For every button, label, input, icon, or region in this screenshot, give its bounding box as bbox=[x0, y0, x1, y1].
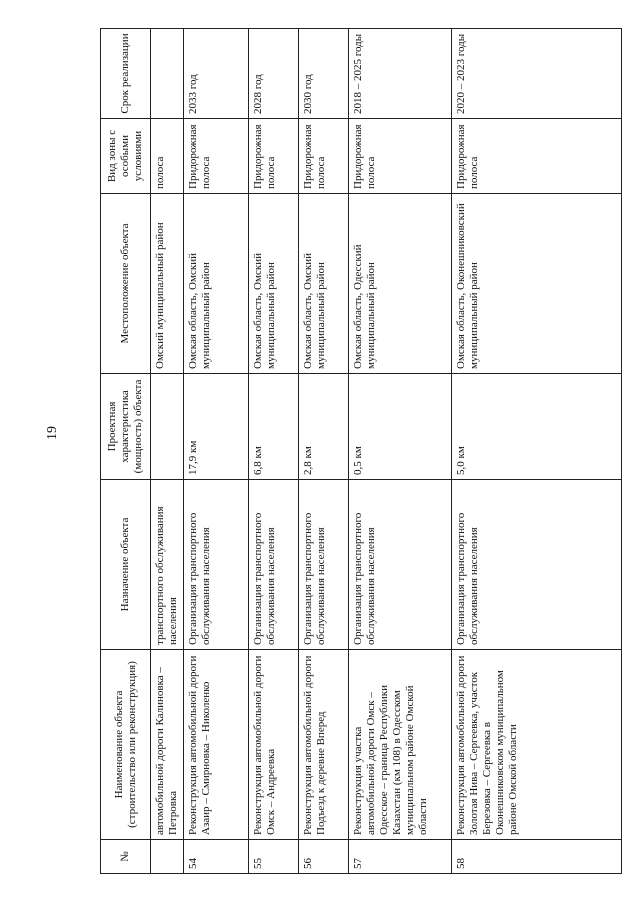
cell-term: 2020 – 2023 годы bbox=[452, 29, 622, 119]
cell-term bbox=[151, 29, 184, 119]
cell-term: 2030 год bbox=[299, 29, 349, 119]
cell-name: Реконструкция участка автомобильной дороги Омск – Одесское – граница Республики Казахстан (км 108) в Одесском муниципальном районе Омской области bbox=[349, 650, 452, 840]
cell-capacity bbox=[151, 374, 184, 480]
table-row bbox=[452, 29, 622, 874]
cell-zone: Придорожная полоса bbox=[452, 119, 622, 194]
cell-zone: полоса bbox=[151, 119, 184, 194]
header-zone: Вид зоны с особыми условиями bbox=[101, 119, 151, 194]
page-number: 19 bbox=[45, 426, 60, 440]
cell-purpose: транспортного обслуживания населения bbox=[151, 480, 184, 650]
cell-term: 2033 год bbox=[184, 29, 249, 119]
cell-capacity: 5,0 км bbox=[452, 374, 622, 480]
cell-zone: Придорожная полоса bbox=[299, 119, 349, 194]
cell-name: Реконструкция автомобильной дороги Золотая Нива – Сергеевка, участок Березовка – Сергеевка в Оконешниковском муниципальном районе Омской области bbox=[452, 650, 622, 840]
table-row bbox=[184, 29, 249, 874]
cell-location: Омская область, Одесский муниципальный район bbox=[349, 194, 452, 374]
cell-location: Омская область, Омский муниципальный район bbox=[249, 194, 299, 374]
cell-capacity: 17,9 км bbox=[184, 374, 249, 480]
cell-term: 2018 – 2025 годы bbox=[349, 29, 452, 119]
cell-term: 2028 год bbox=[249, 29, 299, 119]
header-purpose: Назначение объекта bbox=[101, 480, 151, 650]
table-row bbox=[151, 29, 184, 874]
cell-zone: Придорожная полоса bbox=[249, 119, 299, 194]
cell-capacity: 2,8 км bbox=[299, 374, 349, 480]
cell-location: Омский муниципальный район bbox=[151, 194, 184, 374]
header-name: Наименование объекта (строительство или реконструкция) bbox=[101, 650, 151, 840]
cell-name: Реконструкция автомобильной дороги Подъезд к деревне Вперед bbox=[299, 650, 349, 840]
cell-purpose: Организация транспортного обслуживания населения bbox=[249, 480, 299, 650]
cell-location: Омская область, Оконешниковский муниципальный район bbox=[452, 194, 622, 374]
rotated-table-container bbox=[100, 29, 615, 874]
cell-num: 56 bbox=[299, 840, 349, 874]
cell-purpose: Организация транспортного обслуживания населения bbox=[452, 480, 622, 650]
header-location: Местоположение объекта bbox=[101, 194, 151, 374]
cell-name: автомобильной дороги Калиновка – Петровка bbox=[151, 650, 184, 840]
cell-zone: Придорожная полоса bbox=[349, 119, 452, 194]
cell-purpose: Организация транспортного обслуживания населения bbox=[184, 480, 249, 650]
cell-num bbox=[151, 840, 184, 874]
cell-location: Омская область, Омский муниципальный район bbox=[184, 194, 249, 374]
cell-capacity: 0,5 км bbox=[349, 374, 452, 480]
cell-zone: Придорожная полоса bbox=[184, 119, 249, 194]
header-capacity: Проектная характеристика (мощность) объекта bbox=[101, 374, 151, 480]
table-row bbox=[299, 29, 349, 874]
cell-purpose: Организация транспортного обслуживания населения bbox=[299, 480, 349, 650]
cell-name: Реконструкция автомобильной дороги Омск – Андреевка bbox=[249, 650, 299, 840]
cell-num: 57 bbox=[349, 840, 452, 874]
cell-num: 55 bbox=[249, 840, 299, 874]
table-row bbox=[349, 29, 452, 874]
cell-num: 54 bbox=[184, 840, 249, 874]
table-header-row bbox=[101, 29, 151, 874]
header-term: Срок реализации bbox=[101, 29, 151, 119]
cell-capacity: 6,8 км bbox=[249, 374, 299, 480]
cell-name: Реконструкция автомобильной дороги Азаир – Смирновка – Николенко bbox=[184, 650, 249, 840]
header-num: № bbox=[101, 840, 151, 874]
cell-purpose: Организация транспортного обслуживания населения bbox=[349, 480, 452, 650]
objects-table bbox=[100, 28, 622, 874]
table-row bbox=[249, 29, 299, 874]
cell-num: 58 bbox=[452, 840, 622, 874]
cell-location: Омская область, Омский муниципальный район bbox=[299, 194, 349, 374]
